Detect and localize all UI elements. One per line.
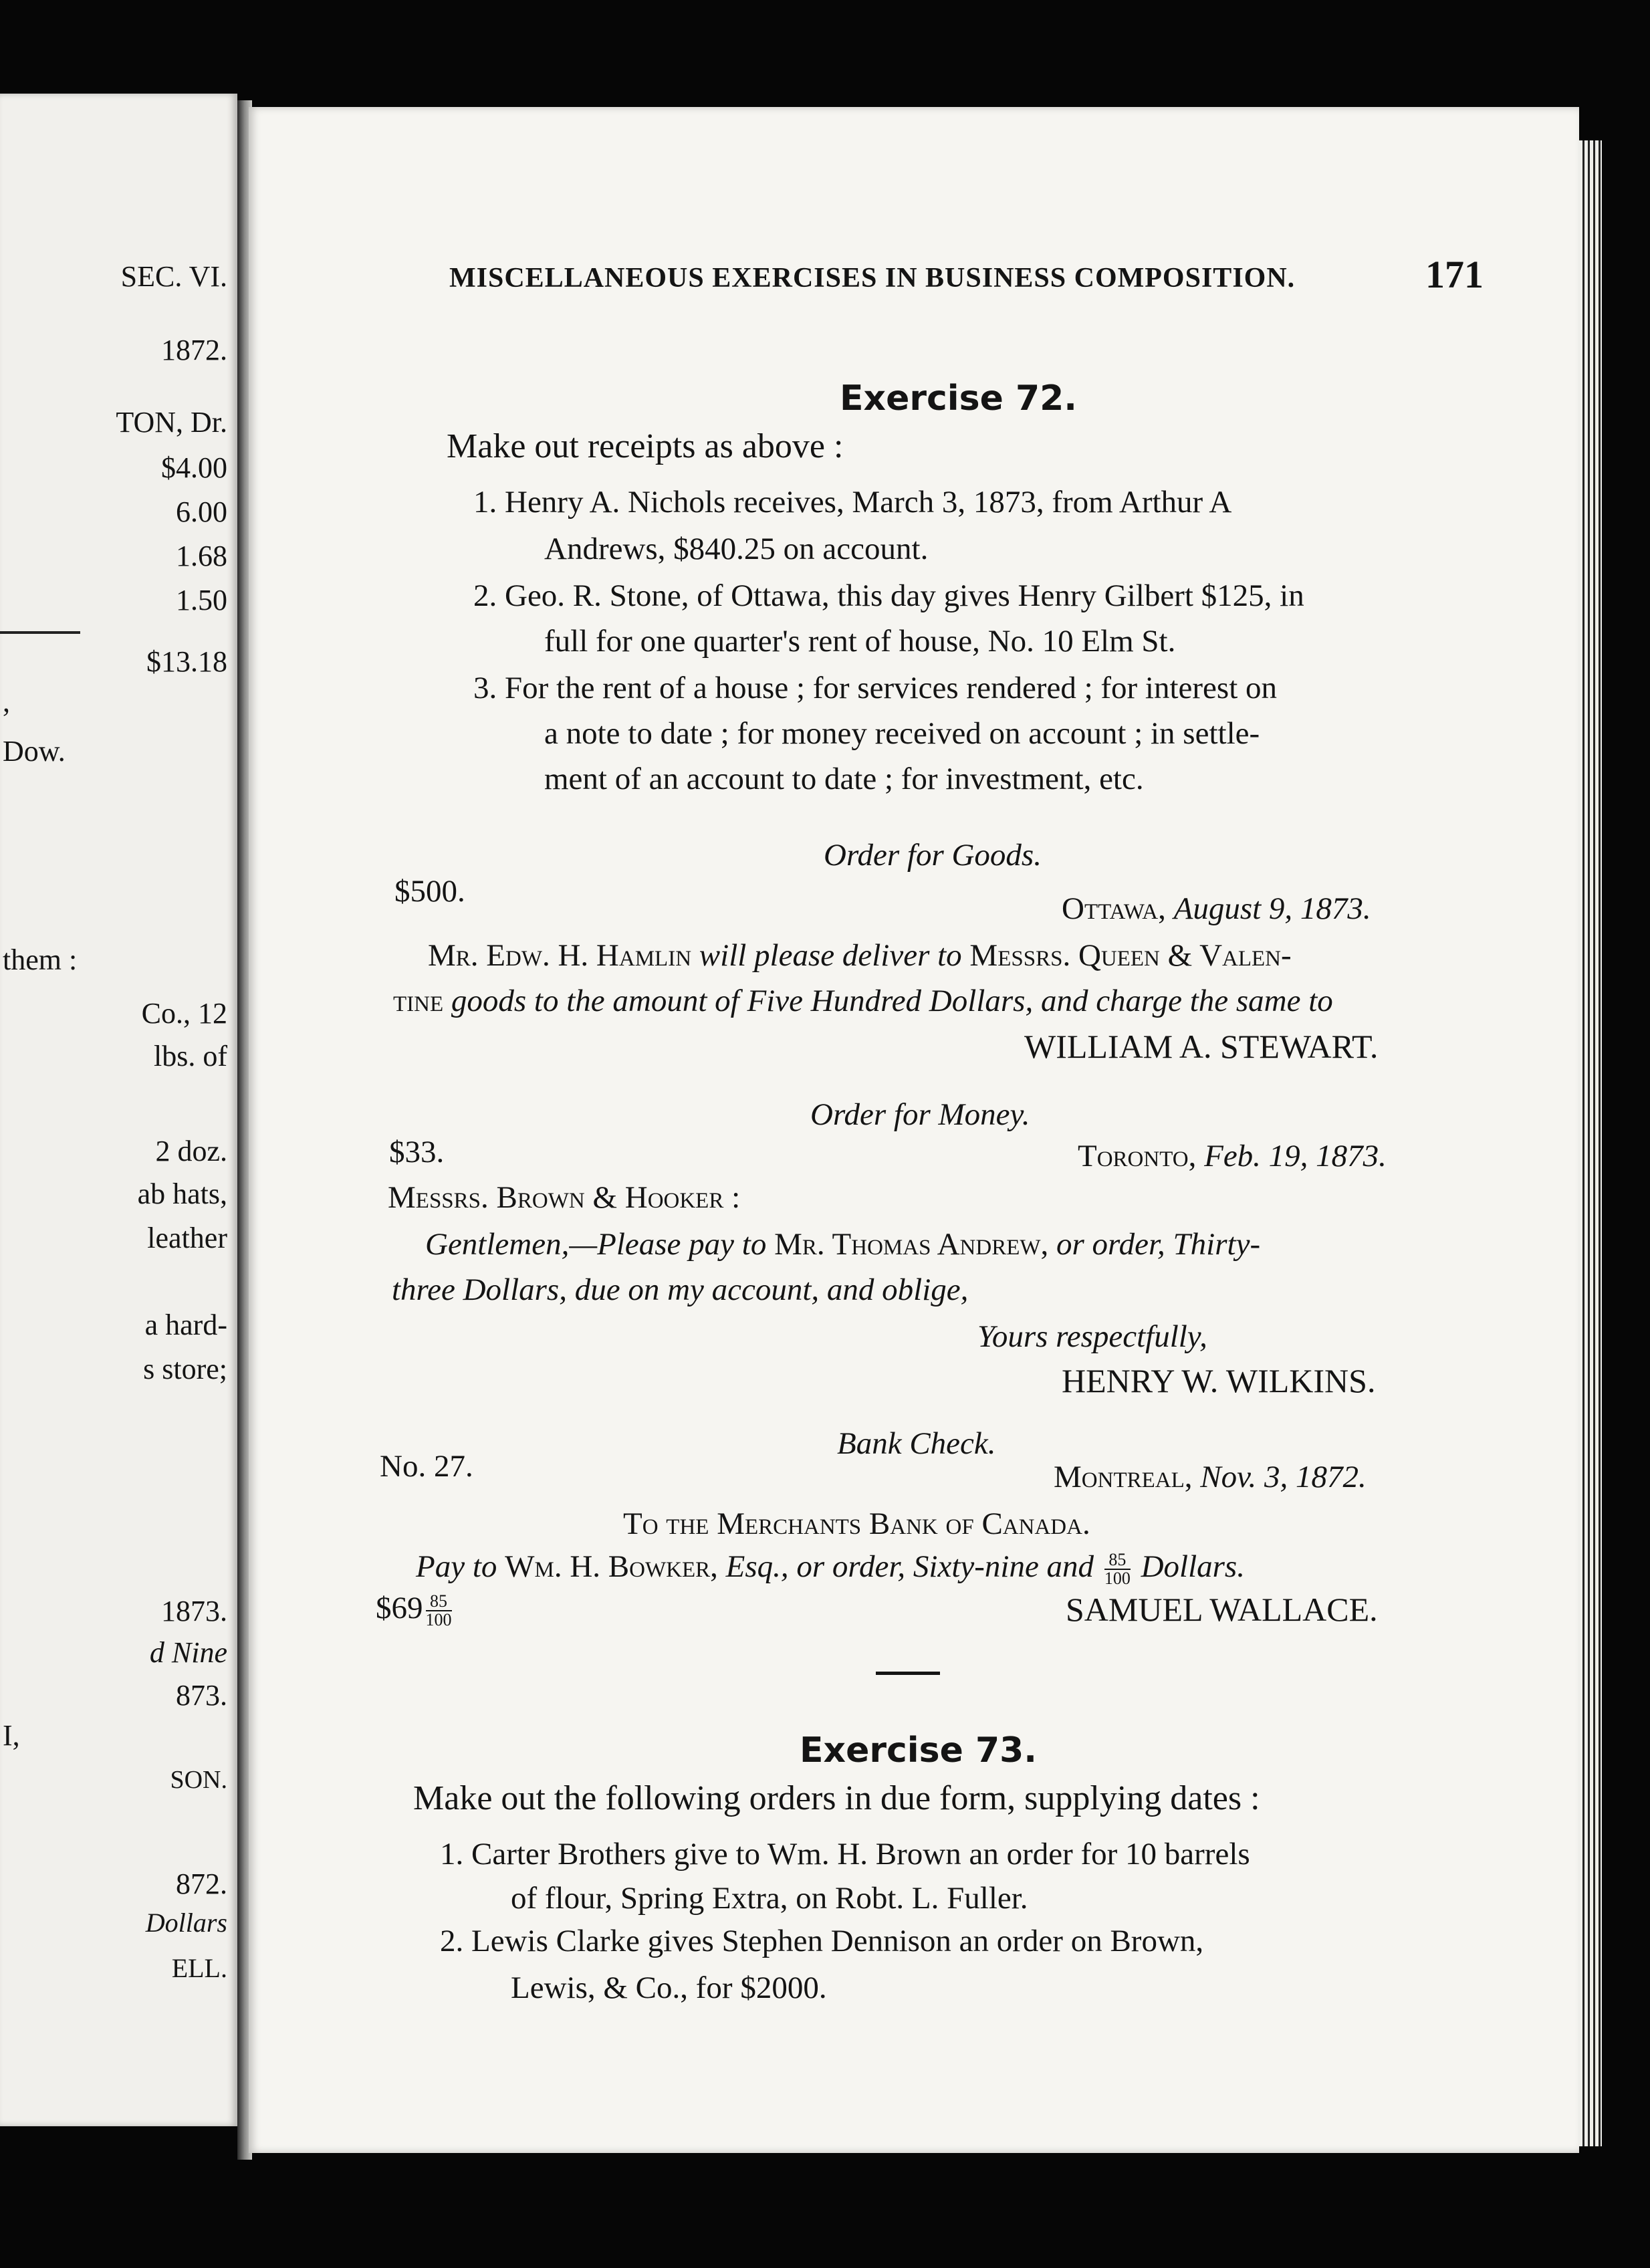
left-line: 1873. — [161, 1595, 227, 1627]
left-line: ab hats, — [137, 1177, 227, 1210]
left-line: 1.50 — [176, 584, 227, 616]
exercise-72-intro: Make out receipts as above : — [447, 427, 844, 465]
order-goods-place: Ottawa, — [1062, 891, 1166, 926]
amount-fraction — [426, 1593, 452, 1629]
order-money-body-line-1 — [425, 1229, 1260, 1260]
left-line: 873. — [176, 1679, 227, 1712]
exercise-72-item-3-cont: a note to date ; for money received on account ; in settle- — [544, 716, 1260, 751]
exercise-73-intro: Make out the following orders in due form, supplying dates : — [413, 1779, 1260, 1817]
bank-check-signature: SAMUEL WALLACE. — [1066, 1591, 1378, 1628]
payee-name: Wm. H. Bowker, — [505, 1549, 718, 1584]
left-line: s store; — [143, 1353, 227, 1385]
left-line: TON, Dr. — [116, 406, 227, 439]
bank-check-date: Nov. 3, 1872. — [1200, 1460, 1367, 1494]
exercise-72-item-1-cont: Andrews, $840.25 on account. — [544, 532, 929, 566]
drawee-name: Mr. Edw. H. Hamlin — [428, 938, 692, 973]
exercise-73-item-1-cont: of flour, Spring Extra, on Robt. L. Fuller. — [511, 1881, 1028, 1916]
left-line: them : — [3, 943, 78, 976]
exercise-73-item-1: 1. Carter Brothers give to Wm. H. Brown an order for 10 barrels — [440, 1837, 1250, 1872]
left-line: ELL. — [171, 1953, 227, 1983]
order-money-closing: Yours respectfully, — [977, 1319, 1207, 1354]
order-goods-amount: $500. — [394, 874, 465, 909]
exercise-72-item-3-cont: ment of an account to date ; for investment, etc. — [544, 762, 1144, 796]
order-goods-heading: Order for Goods. — [824, 838, 1042, 873]
exercise-73-item-2-cont: Lewis, & Co., for $2000. — [511, 1970, 827, 2005]
page-edges — [1579, 140, 1602, 2146]
fraction-denominator: 100 — [1104, 1569, 1131, 1589]
exercise-72-item-1: 1. Henry A. Nichols receives, March 3, 1873, from Arthur A — [473, 485, 1232, 520]
bank-check-body — [416, 1551, 1245, 1587]
amount-fraction — [1104, 1551, 1131, 1587]
page-number: 171 — [1425, 253, 1484, 296]
left-line: $13.18 — [146, 645, 227, 678]
order-text: will please deliver to — [699, 938, 962, 973]
exercise-72-title: Exercise 72. — [840, 378, 1078, 419]
order-text: goods to the amount of Five Hundred Dollars, and charge the same to — [451, 984, 1333, 1018]
bank-check-heading: Bank Check. — [837, 1426, 996, 1461]
order-money-amount: $33. — [389, 1135, 445, 1169]
order-goods-body-line-1 — [428, 940, 1292, 972]
order-money-addressee: Messrs. Brown & Hooker : — [388, 1180, 741, 1215]
order-goods-date: August 9, 1873. — [1173, 891, 1371, 926]
order-money-place: Toronto, — [1078, 1139, 1197, 1173]
order-money-heading: Order for Money. — [810, 1097, 1030, 1132]
left-line: a hard- — [144, 1309, 227, 1341]
order-money-signature: HENRY W. WILKINS. — [1062, 1362, 1376, 1399]
bank-check-dateline — [1054, 1462, 1367, 1493]
order-text: Pay to — [416, 1549, 497, 1584]
left-line: 872. — [176, 1867, 227, 1900]
order-goods-dateline — [1062, 893, 1371, 925]
exercise-72-item-2-cont: full for one quarter's rent of house, No. 10 Elm St. — [544, 624, 1176, 659]
left-line: 2 doz. — [155, 1135, 227, 1167]
left-facing-page — [0, 94, 237, 2126]
left-line: 1872. — [161, 334, 227, 366]
exercise-72-item-3: 3. For the rent of a house ; for services rendered ; for interest on — [473, 671, 1278, 705]
left-line: 6.00 — [176, 495, 227, 528]
payee-name: Messrs. Queen & Valen- — [969, 938, 1292, 973]
section-divider — [876, 1672, 940, 1675]
fraction-numerator: 85 — [1104, 1551, 1131, 1570]
order-text: Gentlemen,—Please pay to — [425, 1227, 767, 1262]
fraction-denominator: 100 — [425, 1610, 452, 1630]
order-goods-signature: WILLIAM A. STEWART. — [1024, 1028, 1379, 1065]
left-line: d Nine — [149, 1636, 227, 1669]
left-line: leather — [147, 1222, 227, 1254]
order-text: Dollars. — [1141, 1549, 1245, 1584]
order-text: Esq., or order, Sixty-nine and — [725, 1549, 1094, 1584]
left-line: SEC. VI. — [120, 260, 227, 293]
amount-whole: $69 — [376, 1591, 423, 1625]
left-line: SON. — [170, 1766, 227, 1794]
left-line: lbs. of — [154, 1040, 227, 1072]
left-line: Co., 12 — [141, 997, 227, 1030]
exercise-73-title: Exercise 73. — [800, 1730, 1038, 1771]
fraction-numerator: 85 — [426, 1593, 452, 1611]
bank-check-place: Montreal, — [1054, 1460, 1193, 1494]
payee-name: Mr. Thomas Andrew, — [774, 1227, 1049, 1262]
left-line: Dow. — [3, 735, 66, 768]
left-line: I, — [3, 1719, 20, 1752]
payee-name-cont: tine — [393, 984, 444, 1018]
left-line: $4.00 — [161, 451, 227, 484]
bank-check-amount — [376, 1593, 455, 1629]
left-sum-rule — [0, 631, 80, 634]
order-money-dateline — [1078, 1141, 1387, 1172]
running-title: MISCELLANEOUS EXERCISES IN BUSINESS COMPOSITION. — [449, 263, 1296, 294]
order-goods-body-line-2 — [393, 986, 1333, 1017]
bank-check-number: No. 27. — [380, 1449, 473, 1484]
order-text: or order, Thirty- — [1056, 1227, 1261, 1262]
left-line: , — [3, 685, 10, 718]
book-page — [249, 107, 1579, 2153]
bank-name: To the Merchants Bank of Canada. — [623, 1506, 1090, 1541]
left-line: 1.68 — [176, 540, 227, 572]
left-line: Dollars — [145, 1908, 227, 1938]
exercise-72-item-2: 2. Geo. R. Stone, of Ottawa, this day gives Henry Gilbert $125, in — [473, 578, 1304, 613]
order-money-date: Feb. 19, 1873. — [1204, 1139, 1387, 1173]
order-money-body-line-2: three Dollars, due on my account, and oblige, — [392, 1272, 969, 1307]
exercise-73-item-2: 2. Lewis Clarke gives Stephen Dennison an order on Brown, — [440, 1924, 1204, 1958]
